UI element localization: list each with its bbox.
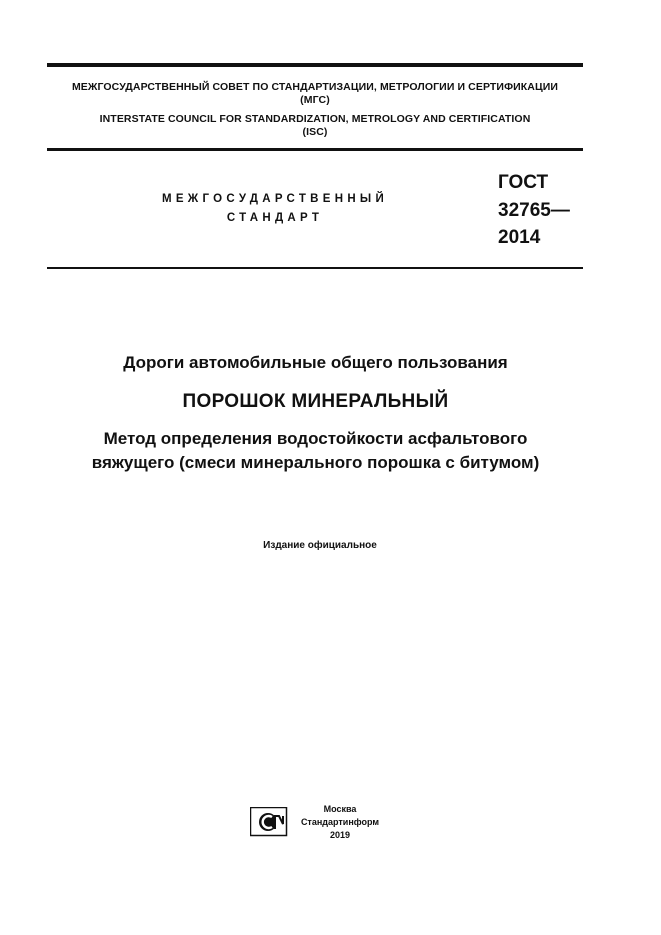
title-sub-line2: вяжущего (смеси минерального порошка с битумом) [91,453,540,472]
council-name-ru: МЕЖГОСУДАРСТВЕННЫЙ СОВЕТ ПО СТАНДАРТИЗАЦИИ, МЕТРОЛОГИИ И СЕРТИФИКАЦИИ [71,81,559,93]
gost-year: 2014 [498,227,541,248]
imprint-city: Москва [323,804,357,814]
council-name-en: INTERSTATE COUNCIL FOR STANDARDIZATION, METROLOGY AND CERTIFICATION [99,113,531,125]
header-divider-rule [47,148,583,151]
council-abbr-en: (ISC) [302,126,328,138]
edition-note: Издание официальное [263,540,377,551]
council-abbr-ru: (МГС) [300,94,330,106]
gost-designation: ГОСТ [498,172,549,193]
standard-kind-line1: МЕЖГОСУДАРСТВЕННЫЙ [161,193,389,205]
title-sub-line1: Метод определения водостойкости асфальтового [103,429,528,448]
top-rule [47,63,583,67]
imprint-year: 2019 [329,830,351,840]
standartinform-logo-icon [250,807,288,837]
gost-number: 32765— [498,200,570,221]
designation-divider-rule [47,267,583,269]
title-group: Дороги автомобильные общего пользования [123,353,508,372]
imprint-publisher: Стандартинформ [300,817,380,827]
standard-kind-line2: СТАНДАРТ [226,212,324,224]
title-main: ПОРОШОК МИНЕРАЛЬНЫЙ [182,391,449,412]
